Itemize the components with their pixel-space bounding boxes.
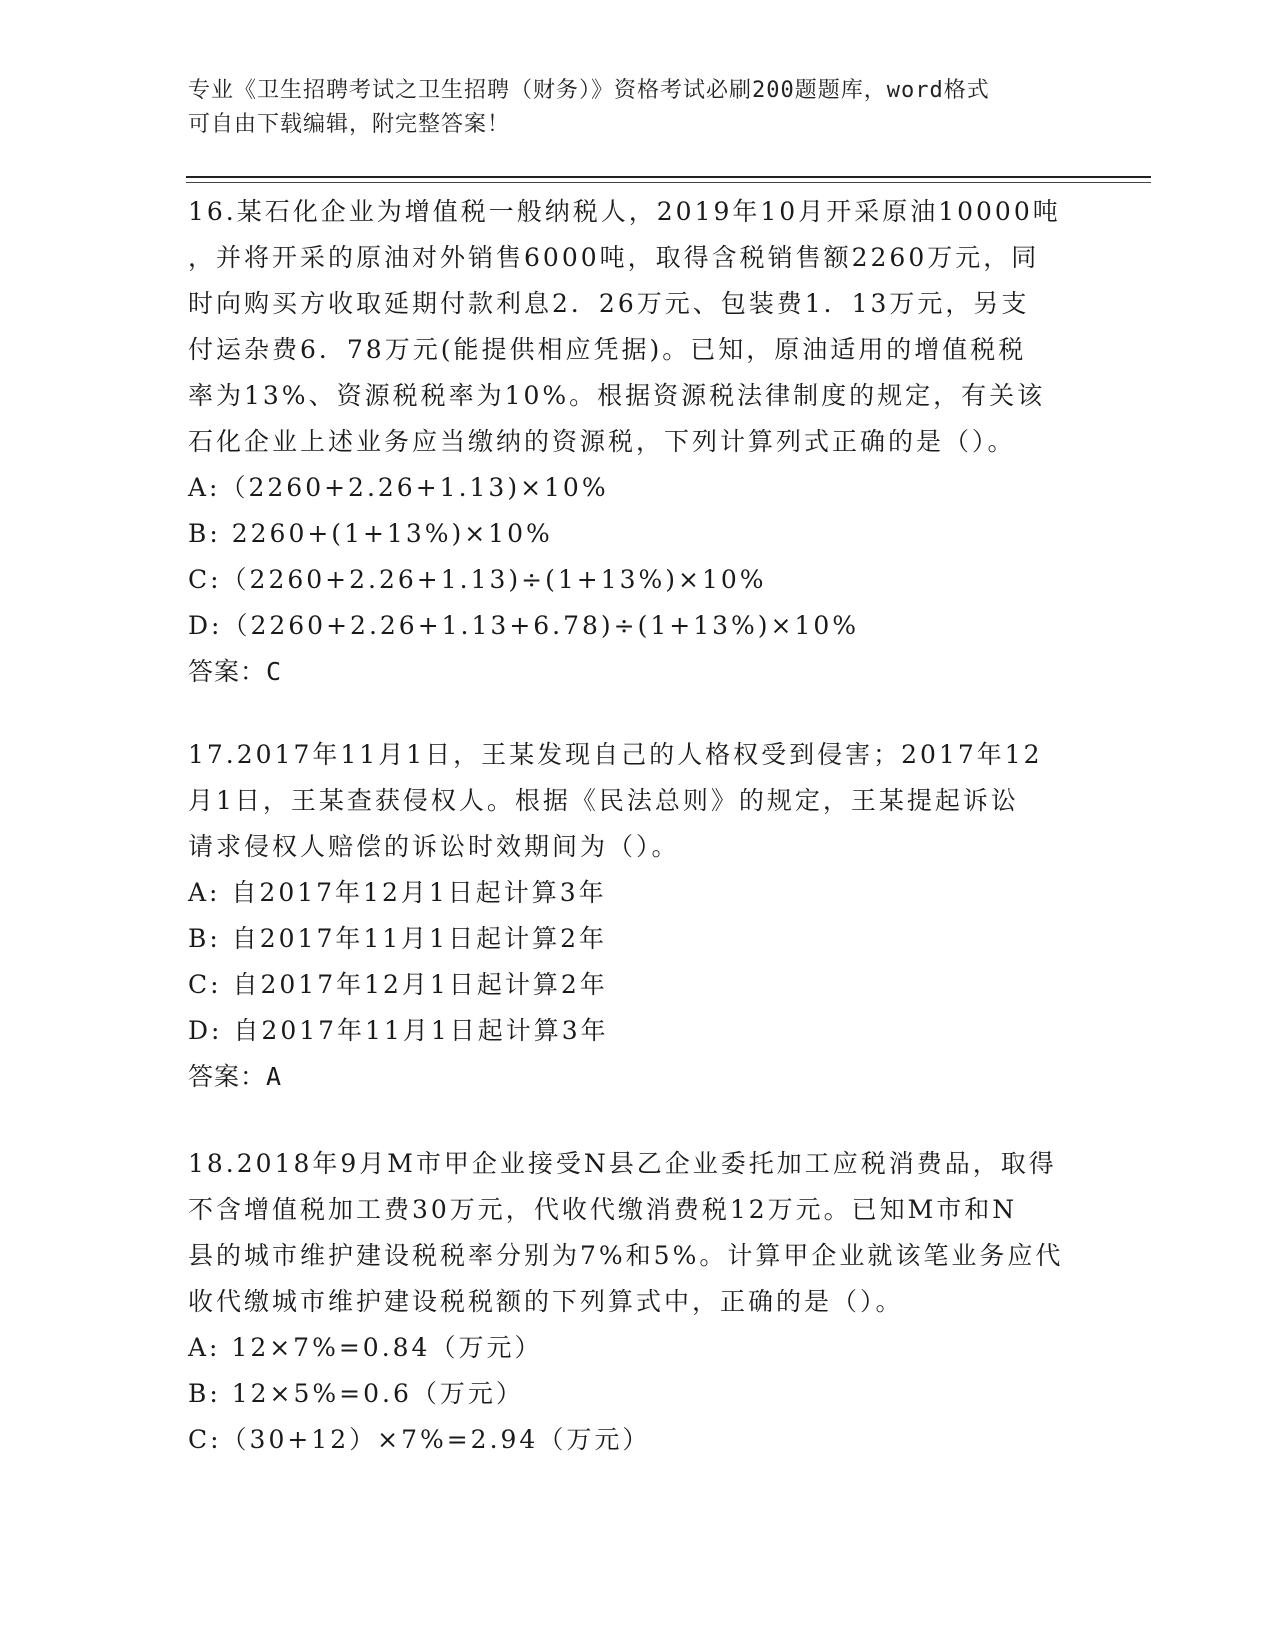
header-divider (186, 176, 1151, 178)
option-a: A: 12×7%=0.84（万元） (188, 1333, 543, 1362)
header-title-line-1: 专业《卫生招聘考试之卫生招聘（财务）》资格考试必刷200题题库，word格式 (188, 78, 990, 103)
question-18 (188, 1141, 1088, 1463)
document-header (188, 74, 1068, 142)
question-text-line: 月1日，王某查获侵权人。根据《民法总则》的规定，王某提起诉讼 (188, 786, 1019, 815)
option-c: C:（2260+2.26+1.13)÷(1+13%)×10% (188, 565, 767, 594)
option-b: B: 自2017年11月1日起计算2年 (188, 924, 607, 953)
question-text-line: 石化企业上述业务应当缴纳的资源税，下列计算列式正确的是（）。 (188, 427, 1016, 456)
option-b: B: 2260+(1+13%)×10% (188, 519, 553, 548)
question-text-line: 县的城市维护建设税税率分别为7%和5%。计算甲企业就该笔业务应代 (188, 1241, 1064, 1270)
question-text-line: 付运杂费6．78万元(能提供相应凭据)。已知，原油适用的增值税税 (188, 335, 1027, 364)
question-17 (188, 732, 1088, 1100)
question-text-line: 收代缴城市维护建设税税额的下列算式中，正确的是（）。 (188, 1287, 904, 1316)
answer-line: 答案：A (188, 1062, 283, 1091)
question-text-line: 18.2018年9月M市甲企业接受N县乙企业委托加工应税消费品，取得 (188, 1149, 1057, 1178)
option-d: D: 自2017年11月1日起计算3年 (188, 1016, 609, 1045)
question-text-line: ，并将开采的原油对外销售6000吨，取得含税销售额2260万元，同 (188, 243, 1040, 272)
question-text-line: 不含增值税加工费30万元，代收代缴消费税12万元。已知M市和N (188, 1195, 1018, 1224)
option-c: C: 自2017年12月1日起计算2年 (188, 970, 608, 999)
question-16 (188, 189, 1088, 695)
answer-line: 答案：C (188, 657, 283, 686)
question-text-line: 16.某石化企业为增值税一般纳税人，2019年10月开采原油10000吨 (188, 197, 1061, 226)
question-text-line: 17.2017年11月1日，王某发现自己的人格权受到侵害；2017年12 (188, 740, 1043, 769)
question-text-line: 请求侵权人赔偿的诉讼时效期间为（）。 (188, 832, 680, 861)
header-divider-thin (186, 182, 1151, 183)
question-text-line: 率为13%、资源税税率为10%。根据资源税法律制度的规定，有关该 (188, 381, 1046, 410)
option-b: B: 12×5%=0.6（万元） (188, 1379, 524, 1408)
option-d: D:（2260+2.26+1.13+6.78)÷(1+13%)×10% (188, 611, 860, 640)
option-a: A: 自2017年12月1日起计算3年 (188, 878, 607, 907)
header-title-line-2: 可自由下载编辑，附完整答案！ (188, 112, 511, 137)
option-c: C:（30+12）×7%=2.94（万元） (188, 1425, 651, 1454)
question-text-line: 时向购买方收取延期付款利息2．26万元、包装费1．13万元，另支 (188, 289, 1030, 318)
option-a: A:（2260+2.26+1.13)×10% (188, 473, 609, 502)
